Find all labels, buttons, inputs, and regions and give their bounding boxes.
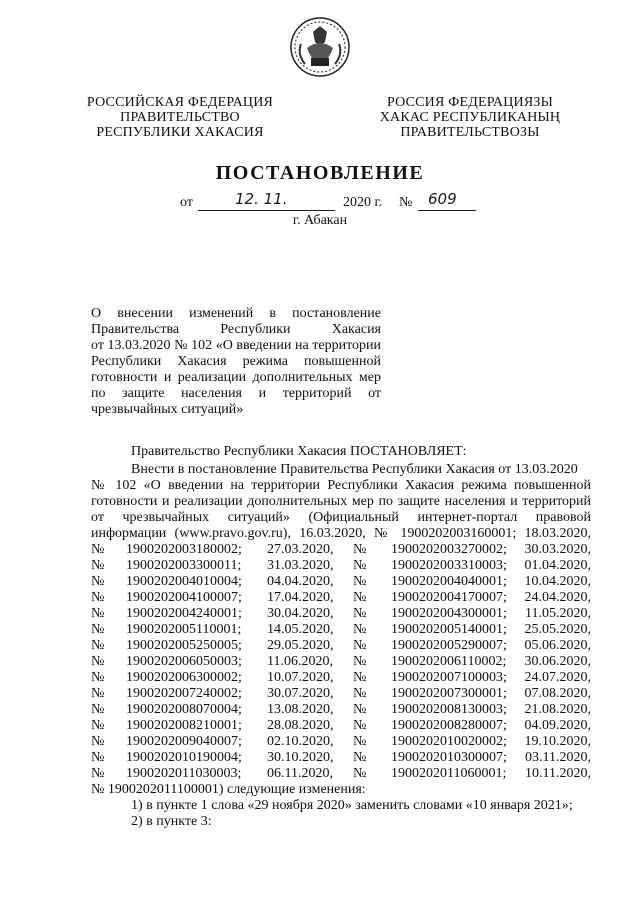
publication-date: 04.09.2020, — [524, 718, 591, 733]
registration-number: 1900202003270002; — [391, 542, 507, 557]
header-right-line: РОССИЯ ФЕДЕРАЦИЯЗЫ — [386, 95, 554, 110]
number-sign: № — [353, 734, 367, 749]
intro-line: готовности и реализации дополнительных мер по защите населения и территорий — [91, 494, 591, 509]
publication-date: 30.03.2020, — [524, 542, 591, 557]
intro-line: от чрезвычайных ситуаций» (Официальный интернет-портал правовой — [91, 510, 591, 525]
number-sign: № — [353, 542, 367, 557]
number-sign: № — [399, 195, 413, 210]
registration-number: 1900202008130003; — [391, 702, 507, 717]
number-sign: № — [91, 654, 105, 669]
table-row — [91, 734, 591, 750]
publication-date: 29.05.2020, — [267, 638, 334, 653]
table-row — [91, 702, 591, 718]
publication-date: 24.04.2020, — [524, 590, 591, 605]
registration-number: 1900202010190004; — [126, 750, 242, 765]
registration-number: 1900202006300002; — [126, 670, 242, 685]
subject-line: Республики Хакасия режима повышенной — [91, 354, 381, 369]
publication-date: 04.04.2020, — [267, 574, 334, 589]
city-label: г. Абакан — [292, 213, 348, 228]
publication-date: 03.11.2020, — [525, 750, 591, 765]
table-row — [91, 766, 591, 782]
registration-number: 1900202004300001; — [391, 606, 507, 621]
table-row — [91, 654, 591, 670]
publication-date: 30.07.2020, — [267, 686, 334, 701]
subject-block — [91, 306, 381, 418]
publication-date: 27.03.2020, — [267, 542, 334, 557]
publication-date: 02.10.2020, — [267, 734, 334, 749]
number-sign: № — [353, 622, 367, 637]
table-row — [91, 718, 591, 734]
registration-table — [91, 542, 591, 782]
number-sign: № — [91, 590, 105, 605]
intro-line: Внести в постановление Правительства Республики Хакасия от 13.03.2020 — [131, 462, 578, 477]
table-row — [91, 638, 591, 654]
table-row — [91, 574, 591, 590]
registration-number: 1900202004040001; — [391, 574, 507, 589]
table-row — [91, 686, 591, 702]
registration-number: 1900202008210001; — [126, 718, 242, 733]
publication-date: 13.08.2020, — [267, 702, 334, 717]
publication-date: 28.08.2020, — [267, 718, 334, 733]
number-sign: № — [91, 574, 105, 589]
number-sign: № — [353, 606, 367, 621]
registration-number: 1900202007240002; — [126, 686, 242, 701]
registration-number: 1900202005140001; — [391, 622, 507, 637]
handwritten-date: 12. 11. — [235, 190, 288, 208]
subject-line: от 13.03.2020 № 102 «О введении на территории — [91, 338, 381, 353]
registration-number: 1900202010020002; — [391, 734, 507, 749]
registration-number: 1900202010300007; — [391, 750, 507, 765]
registration-number: 1900202004100007; — [126, 590, 242, 605]
publication-date: 25.05.2020, — [524, 622, 591, 637]
subject-line: Правительства Республики Хакасия — [91, 322, 381, 337]
header-right-line: ПРАВИТЕЛЬСТВОЗЫ — [400, 125, 540, 140]
registration-number: 1900202003180002; — [126, 542, 242, 557]
publication-date: 30.10.2020, — [267, 750, 334, 765]
registration-number: 1900202004240001; — [126, 606, 242, 621]
header-left-line: ПРАВИТЕЛЬСТВО — [120, 110, 240, 125]
number-sign: № — [353, 686, 367, 701]
publication-date: 19.10.2020, — [524, 734, 591, 749]
number-sign: № — [91, 702, 105, 717]
publication-date: 30.06.2020, — [524, 654, 591, 669]
publication-date: 30.04.2020, — [267, 606, 334, 621]
number-sign: № — [353, 654, 367, 669]
number-sign: № — [91, 606, 105, 621]
registration-number: 1900202011030003; — [126, 766, 242, 781]
registration-number: 1900202006050003; — [126, 654, 242, 669]
number-sign: № — [91, 718, 105, 733]
publication-date: 24.07.2020, — [524, 670, 591, 685]
registration-number: 1900202003300011; — [126, 558, 242, 573]
registration-number: 1900202006110002; — [391, 654, 507, 669]
publication-date: 05.06.2020, — [524, 638, 591, 653]
publication-date: 10.04.2020, — [524, 574, 591, 589]
year-suffix: 2020 г. — [343, 195, 383, 210]
tail-line: № 1900202011100001) следующие изменения: — [91, 782, 366, 797]
registration-number: 1900202005290007; — [391, 638, 507, 653]
number-sign: № — [91, 670, 105, 685]
intro-line: информации (www.pravo.gov.ru), 16.03.2020, № 1900202003160001; 18.03.2020, — [91, 526, 591, 541]
amendment-item-1: 1) в пункте 1 слова «29 ноября 2020» заменить словами «10 января 2021»; — [131, 798, 573, 813]
number-sign: № — [353, 558, 367, 573]
table-row — [91, 622, 591, 638]
header-left — [80, 95, 280, 140]
header-right — [360, 95, 580, 140]
registration-number: 1900202005110001; — [126, 622, 242, 637]
publication-date: 21.08.2020, — [524, 702, 591, 717]
publication-date: 10.11.2020, — [525, 766, 591, 781]
number-sign: № — [353, 670, 367, 685]
header-left-line: РЕСПУБЛИКИ ХАКАСИЯ — [96, 125, 264, 140]
number-sign: № — [353, 638, 367, 653]
number-sign: № — [353, 702, 367, 717]
number-sign: № — [91, 542, 105, 557]
publication-date: 14.05.2020, — [267, 622, 334, 637]
registration-number: 1900202003310003; — [391, 558, 507, 573]
number-sign: № — [353, 718, 367, 733]
registration-number: 1900202004170007; — [391, 590, 507, 605]
publication-date: 06.11.2020, — [267, 766, 333, 781]
registration-number: 1900202009040007; — [126, 734, 242, 749]
publication-date: 10.07.2020, — [267, 670, 334, 685]
number-sign: № — [91, 622, 105, 637]
subject-line: О внесении изменений в постановление — [91, 306, 381, 321]
subject-line: по защите населения и территорий от — [91, 386, 381, 401]
date-prefix: от — [180, 195, 193, 210]
registration-number: 1900202004010004; — [126, 574, 242, 589]
document-title: ПОСТАНОВЛЕНИЕ — [215, 162, 425, 184]
publication-date: 31.03.2020, — [267, 558, 334, 573]
number-sign: № — [353, 590, 367, 605]
number-sign: № — [91, 686, 105, 701]
table-row — [91, 606, 591, 622]
registration-number: 1900202005250005; — [126, 638, 242, 653]
decree-line: Правительство Республики Хакасия ПОСТАНОВЛЯЕТ: — [131, 444, 467, 459]
number-sign: № — [91, 638, 105, 653]
table-row — [91, 558, 591, 574]
registration-number: 1900202007100003; — [391, 670, 507, 685]
number-sign: № — [91, 558, 105, 573]
number-sign: № — [91, 766, 105, 781]
publication-date: 01.04.2020, — [524, 558, 591, 573]
number-sign: № — [353, 574, 367, 589]
table-row — [91, 670, 591, 686]
table-row — [91, 542, 591, 558]
publication-date: 07.08.2020, — [524, 686, 591, 701]
publication-date: 11.05.2020, — [525, 606, 591, 621]
amendment-item-2: 2) в пункте 3: — [131, 814, 212, 829]
header-right-line: ХАКАС РЕСПУБЛИКАНЫҢ — [379, 110, 561, 125]
publication-date: 17.04.2020, — [267, 590, 334, 605]
table-row — [91, 750, 591, 766]
number-sign: № — [91, 734, 105, 749]
number-sign: № — [91, 750, 105, 765]
intro-line: № 102 «О введении на территории Республики Хакасия режима повышенной — [91, 478, 591, 493]
registration-number: 1900202007300001; — [391, 686, 507, 701]
body-text — [91, 444, 591, 830]
coat-of-arms-icon — [289, 16, 351, 78]
registration-number: 1900202008070004; — [126, 702, 242, 717]
table-row — [91, 590, 591, 606]
header-left-line: РОССИЙСКАЯ ФЕДЕРАЦИЯ — [86, 95, 274, 110]
publication-date: 11.06.2020, — [267, 654, 333, 669]
handwritten-number: 609 — [428, 190, 457, 208]
number-sign: № — [353, 766, 367, 781]
registration-number: 1900202011060001; — [391, 766, 507, 781]
subject-line: готовности и реализации дополнительных мер — [91, 370, 381, 385]
registration-number: 1900202008280007; — [391, 718, 507, 733]
subject-line: чрезвычайных ситуаций» — [91, 402, 244, 417]
number-sign: № — [353, 750, 367, 765]
